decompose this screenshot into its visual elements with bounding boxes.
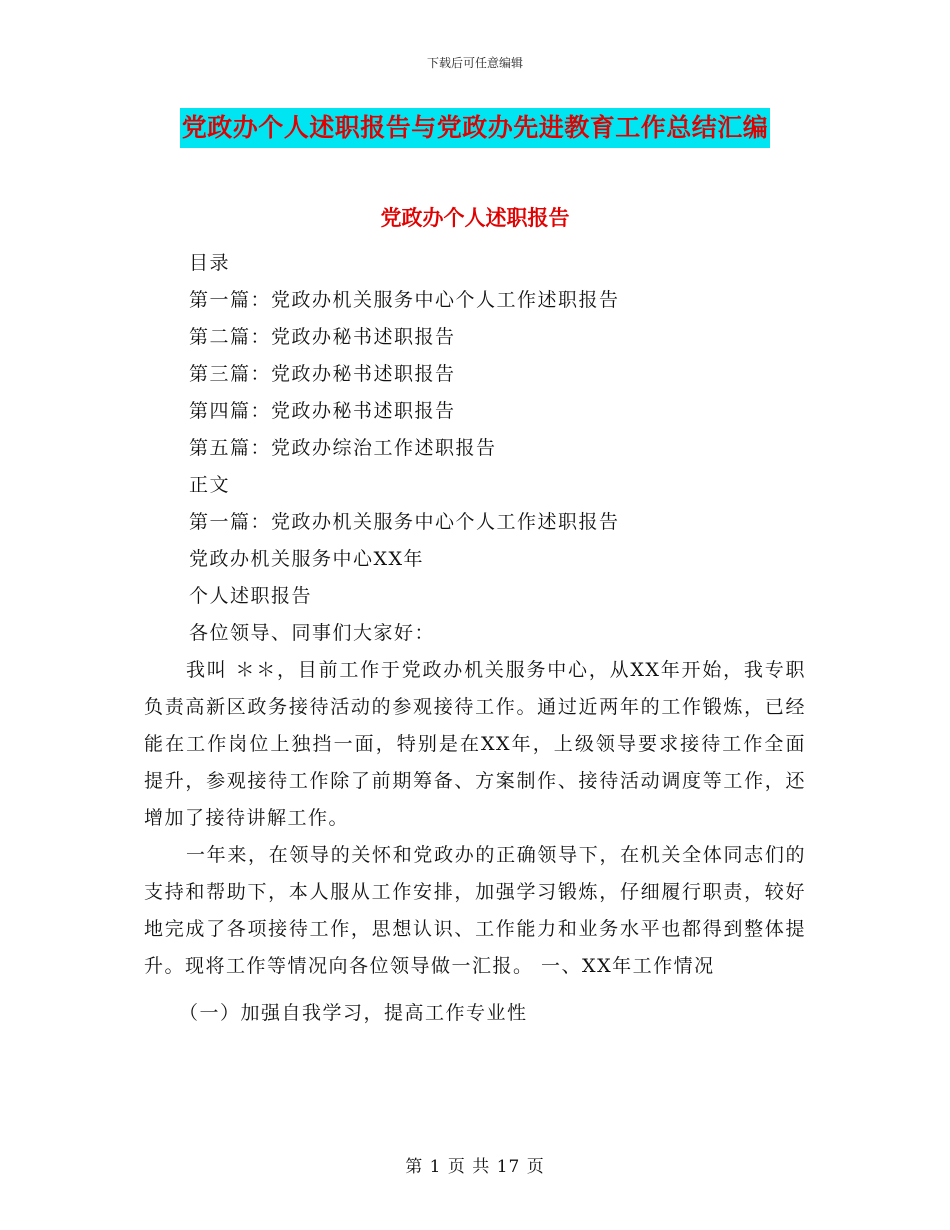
greeting: 各位领导、同事们大家好： — [189, 622, 436, 644]
sub-title: 党政办个人述职报告 — [380, 205, 570, 230]
section-heading-1: （一）加强自我学习，提高工作专业性 — [179, 1002, 528, 1024]
toc-heading: 目录 — [189, 252, 231, 274]
paragraph-1: 我叫 ＊＊，目前工作于党政办机关服务中心，从XX年开始，我专职负责高新区政务接待活动的参观接待工作。通过近两年的工作锻炼，已经能在工作岗位上独挡一面，特别是在XX年，上级领导要求接待工作全面提升，参观接待工作除了前期筹备、方案制作、接待活动调度等工作，还增加了接待讲解工作。 — [144, 659, 806, 829]
main-title: 党政办个人述职报告与党政办先进教育工作总结汇编 — [180, 108, 771, 148]
chapter-subtitle-2: 个人述职报告 — [189, 585, 313, 607]
page-footer: 第 1 页 共 17 页 — [405, 1157, 545, 1177]
toc-item-3: 第三篇：党政办秘书述职报告 — [189, 363, 456, 385]
chapter-title: 第一篇：党政办机关服务中心个人工作述职报告 — [189, 511, 620, 533]
toc-item-5: 第五篇：党政办综治工作述职报告 — [189, 437, 497, 459]
document-body — [144, 245, 806, 1032]
toc-item-2: 第二篇：党政办秘书述职报告 — [189, 326, 456, 348]
chapter-subtitle-1: 党政办机关服务中心XX年 — [189, 548, 425, 570]
toc-item-1: 第一篇：党政办机关服务中心个人工作述职报告 — [189, 289, 620, 311]
page-header-note: 下载后可任意编辑 — [426, 56, 523, 70]
toc-item-4: 第四篇：党政办秘书述职报告 — [189, 400, 456, 422]
body-heading: 正文 — [189, 474, 231, 496]
paragraph-2: 一年来，在领导的关怀和党政办的正确领导下，在机关全体同志们的支持和帮助下，本人服从工作安排，加强学习锻炼，仔细履行职责，较好地完成了各项接待工作，思想认识、工作能力和业务水平也都得到整体提升。现将工作等情况向各位领导做一汇报。 一、XX年工作情况 — [144, 844, 806, 977]
main-title-container — [0, 108, 950, 148]
